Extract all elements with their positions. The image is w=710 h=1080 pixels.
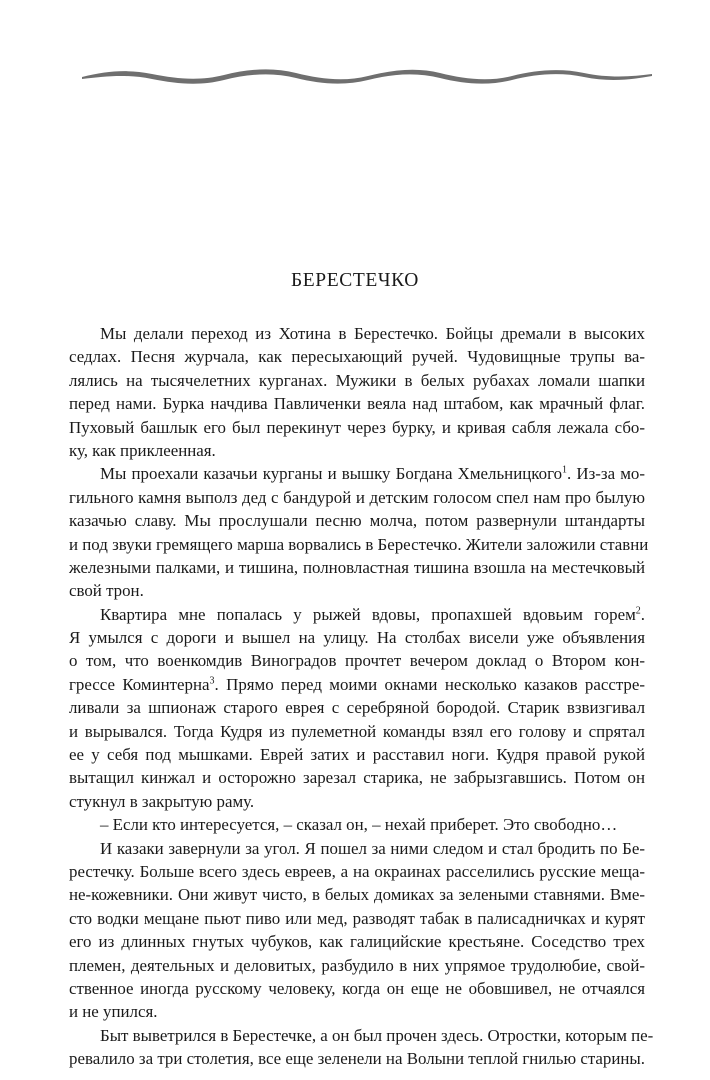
text-segment: . [640,604,645,624]
text-line: перед нами. Бурка начдива Павличенки веяла над штабом, как мрачный флаг. [69,394,645,414]
text-line: племен, деятельных и деловитых, разбудило в них упрямое трудолюбие, свой- [69,955,645,975]
text-line: вытащил кинжал и осторожно зарезал старика, не забрызгавшись. Потом он [69,768,645,788]
text-segment: Квартира мне попалась у рыжей вдовы, пропахшей вдовьим горем [100,604,636,624]
text-line: рестечку. Больше всего здесь евреев, а на окраинах расселились русские меща- [69,861,645,881]
text-segment: Мы проехали казачьи курганы и вышку Богдана Хмельницкого [100,464,563,484]
text-line [69,673,645,696]
text-line: сто водки мещане пьют пиво или мед, разводят табак в палисадничках и курят [69,908,645,928]
paragraph-2 [69,462,649,602]
text-line: ее у себя под мышками. Еврей затих и расставил ноги. Кудря правой рукой [69,745,645,765]
footnote-marker-1: 1 [562,464,568,476]
paragraph-6 [69,1024,654,1071]
text-line: стукнул в закрытую раму. [69,791,255,811]
text-line: Я умылся с дороги и вышел на улицу. На столбах висели уже объявления [69,628,645,648]
text-line: и вырывался. Тогда Кудря из пулеметной команды взял его голову и спрятал [69,721,645,741]
paragraph-5 [69,837,645,1024]
chapter-title: БЕРЕСТЕЧКО [291,270,419,291]
paragraph-4 [69,813,645,836]
text-line: – Если кто интересуется, – сказал он, – нехай приберет. Это свободно… [100,815,618,835]
text-line: ку, как приклеенная. [69,440,216,460]
text-line: седлах. Песня журчала, как пересыхающий ручей. Чудовищные трупы ва- [69,347,645,367]
footnote-marker-2: 2 [635,605,641,617]
footnote-marker-3: 3 [209,675,215,687]
text-line: и не упился. [69,1002,158,1022]
ornament-wave-shape [82,69,652,83]
text-line: свой трон. [69,581,144,601]
text-segment: грессе Коминтерна [69,674,210,694]
wavy-ornament-divider [82,62,652,88]
paragraph-3 [69,603,645,814]
text-line: железными палками, и тишина, полновластная тишина взошла на местечковый [69,557,645,577]
text-line [69,603,645,626]
text-line: и под звуки гремящего марша ворвались в Берестечко. Жители заложили ставни [69,534,649,554]
text-line: И казаки завернули за угол. Я пошел за ними следом и стал бродить по Бе- [100,838,645,858]
text-line [69,462,645,485]
body-text [69,322,654,1071]
text-line: Мы делали переход из Хотина в Берестечко. Бойцы дремали в высоких [100,324,645,343]
text-line: ственное иногда русскому человеку, когда он еще не обовшивел, не отчаялся [69,978,645,998]
text-segment: . Из-за мо- [567,464,645,484]
text-line: Пуховый башлык его был перекинут через бурку, и кривая сабля лежала сбо- [69,417,645,437]
paragraph-1 [69,322,645,462]
text-line: ревалило за три столетия, все еще зеленели на Волыни теплой гнилью старины. [69,1049,645,1069]
text-line: о том, что военкомдив Виноградов прочтет вечером доклад о Втором кон- [69,651,645,671]
text-line: его из длинных гнутых чубуков, как галицийские крестьяне. Соседство трех [69,932,645,952]
text-segment: . Прямо перед моими окнами несколько казаков расстре- [214,674,646,694]
text-line: казачью славу. Мы прослушали песню молча, потом развернули штандарты [69,511,645,531]
text-line: не-кожевники. Они живут чисто, в белых домиках за зелеными ставнями. Вме- [69,885,645,905]
text-line: гильного камня выполз дед с бандурой и детским голосом спел нам про былую [69,487,645,507]
text-line: ливали за шпионаж старого еврея с серебряной бородой. Старик взвизгивал [69,698,645,718]
text-line: лялись на тысячелетних курганах. Мужики в белых рубахах ломали шапки [69,370,645,390]
text-line: Быт выветрился в Берестечке, а он был прочен здесь. Отростки, которым пе- [100,1025,654,1045]
